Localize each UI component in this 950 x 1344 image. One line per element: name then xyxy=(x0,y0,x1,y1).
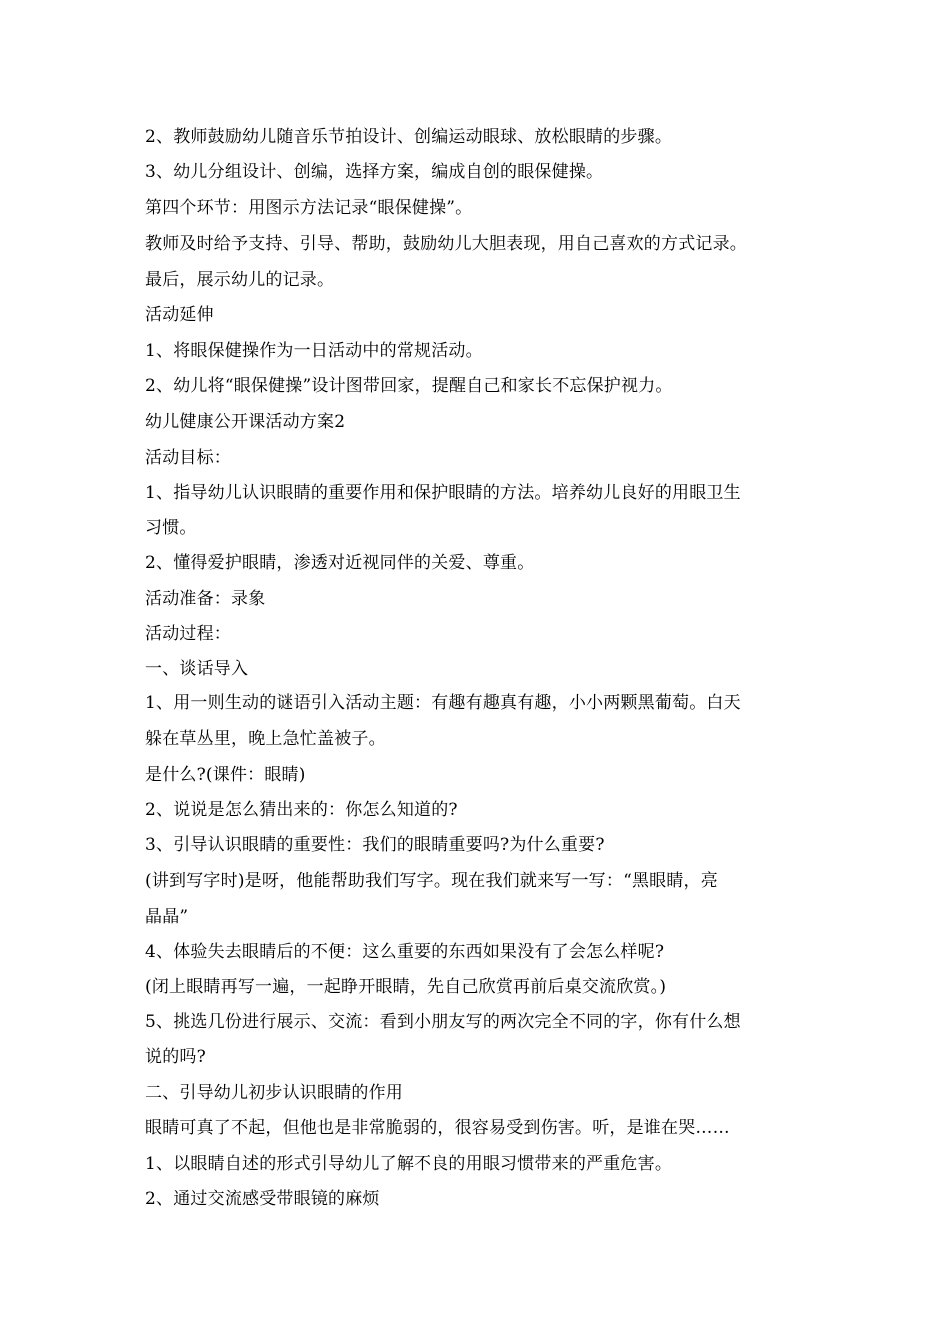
text-line: 2、幼儿将“眼保健操”设计图带回家，提醒自己和家长不忘保护视力。 xyxy=(145,376,673,396)
text-line: 1、以眼睛自述的形式引导幼儿了解不良的用眼习惯带来的严重危害。 xyxy=(145,1154,673,1174)
text-line: 习惯。 xyxy=(145,518,197,538)
section-heading: 活动目标： xyxy=(145,448,231,468)
text-line: 1、用一则生动的谜语引入活动主题：有趣有趣真有趣，小小两颗黑葡萄。白天 xyxy=(145,693,741,713)
text-line: 3、引导认识眼睛的重要性：我们的眼睛重要吗?为什么重要? xyxy=(145,835,605,855)
text-line: 4、体验失去眼睛后的不便：这么重要的东西如果没有了会怎么样呢? xyxy=(145,942,665,962)
text-line: 1、将眼保健操作为一日活动中的常规活动。 xyxy=(145,341,483,361)
text-line: 教师及时给予支持、引导、帮助，鼓励幼儿大胆表现，用自己喜欢的方式记录。 xyxy=(145,234,747,254)
text-line: 眼睛可真了不起，但他也是非常脆弱的，很容易受到伤害。听，是谁在哭…… xyxy=(145,1118,730,1138)
text-line: 1、指导幼儿认识眼睛的重要作用和保护眼睛的方法。培养幼儿良好的用眼卫生 xyxy=(145,483,741,503)
text-line: 3、幼儿分组设计、创编，选择方案，编成自创的眼保健操。 xyxy=(145,162,604,182)
section-heading: 活动过程： xyxy=(145,624,231,644)
text-line: 2、懂得爱护眼睛，渗透对近视同伴的关爱、尊重。 xyxy=(145,553,535,573)
text-line: (闭上眼睛再写一遍，一起睁开眼睛，先自己欣赏再前后桌交流欣赏。) xyxy=(145,977,667,997)
text-line: 说的吗? xyxy=(145,1047,206,1067)
text-line: 是什么?(课件：眼睛) xyxy=(145,765,306,785)
document-title: 幼儿健康公开课活动方案2 xyxy=(145,412,346,432)
text-line: 5、挑选几份进行展示、交流：看到小朋友写的两次完全不同的字，你有什么想 xyxy=(145,1012,741,1032)
section-heading: 活动延伸 xyxy=(145,305,214,325)
text-line: 2、通过交流感受带眼镜的麻烦 xyxy=(145,1189,380,1209)
text-line: (讲到写字时)是呀，他能帮助我们写字。现在我们就来写一写：“黑眼睛，亮 xyxy=(145,871,718,891)
section-heading: 二、引导幼儿初步认识眼睛的作用 xyxy=(145,1083,403,1103)
text-line: 2、说说是怎么猜出来的：你怎么知道的? xyxy=(145,800,458,820)
section-heading: 一、谈话导入 xyxy=(145,659,249,679)
text-line: 2、教师鼓励幼儿随音乐节拍设计、创编运动眼球、放松眼睛的步骤。 xyxy=(145,127,673,147)
text-line: 晶晶” xyxy=(145,907,189,927)
text-line: 躲在草丛里，晚上急忙盖被子。 xyxy=(145,729,386,749)
text-line: 第四个环节：用图示方法记录“眼保健操”。 xyxy=(145,198,473,218)
text-line: 最后，展示幼儿的记录。 xyxy=(145,270,335,290)
section-heading: 活动准备：录象 xyxy=(145,589,266,609)
